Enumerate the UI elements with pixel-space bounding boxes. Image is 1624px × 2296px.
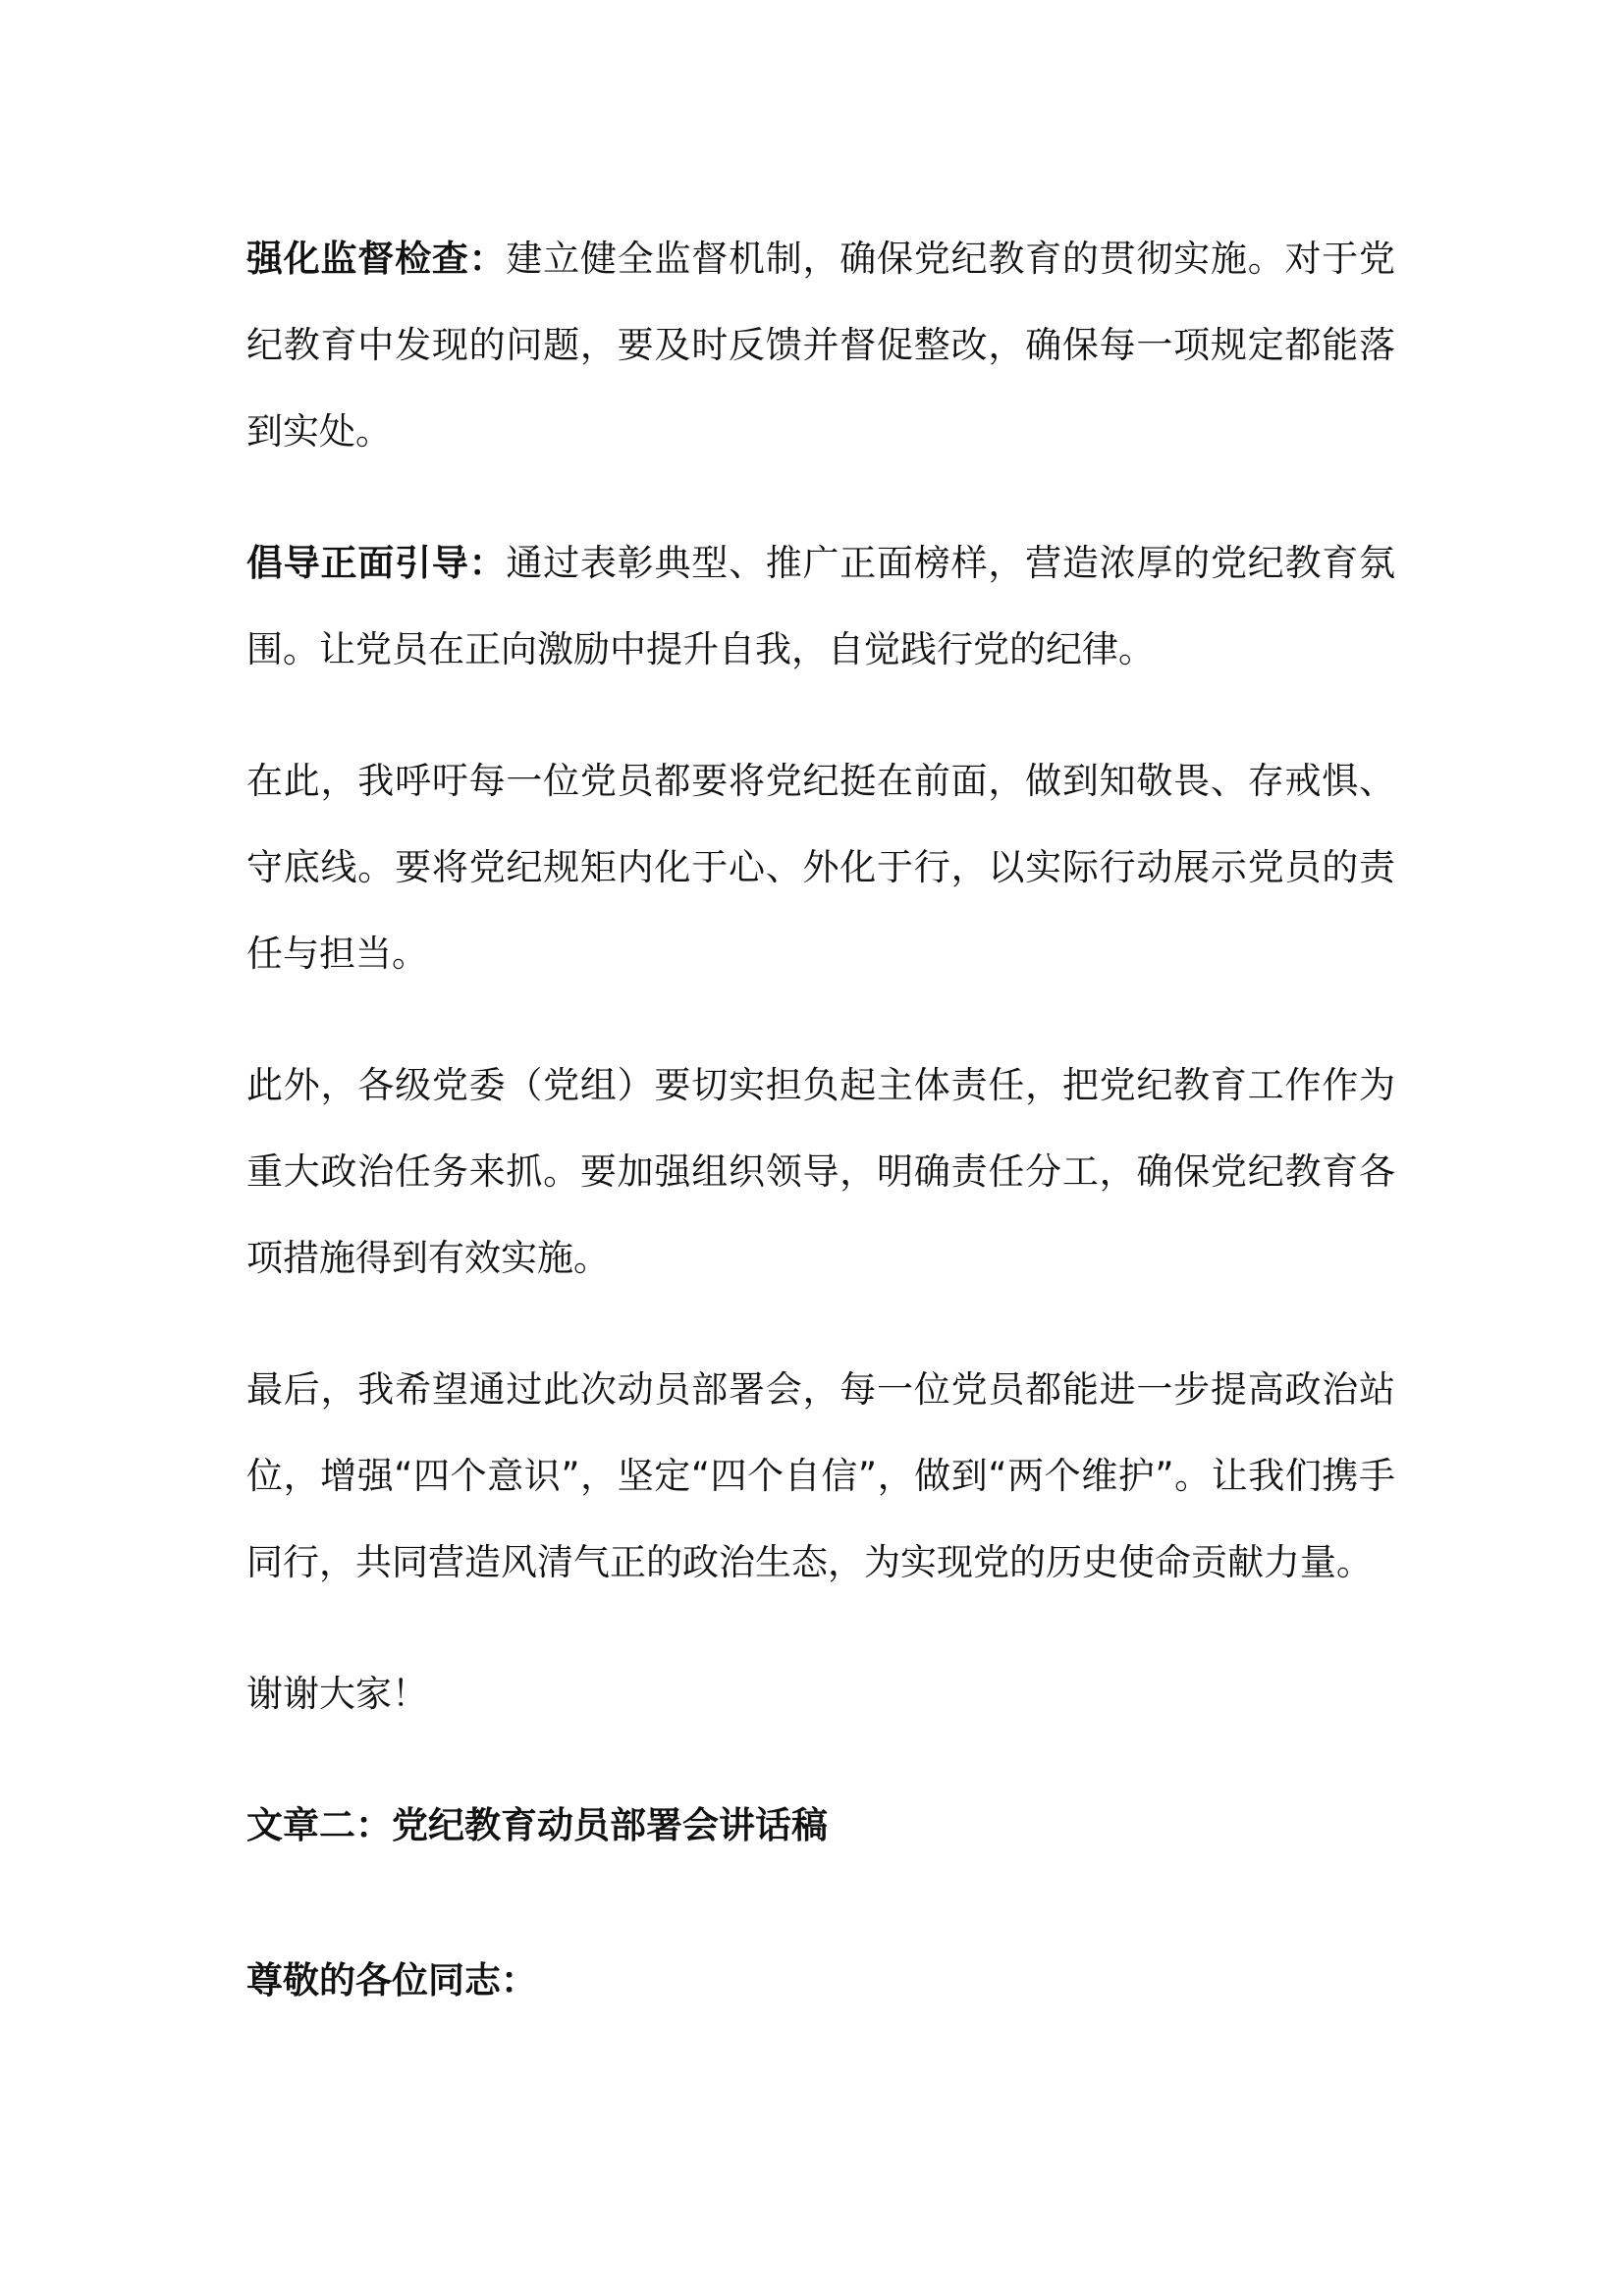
paragraph-supervision: [246, 216, 1395, 475]
paragraph-thanks: [246, 1651, 1395, 1737]
salutation: 尊敬的各位同志：: [246, 1959, 537, 2002]
paragraph-conclusion: [246, 1347, 1395, 1606]
paragraph-text: 此外，各级党委（党组）要切实担负起主体责任，把党纪教育工作作为重大政治任务来抓。要加强组织领导，明确责任分工，确保党纪教育各项措施得到有效实施。: [246, 1064, 1395, 1279]
paragraph-guidance: [246, 520, 1395, 693]
paragraph-text: 在此，我呼吁每一位党员都要将党纪挺在前面，做到知敬畏、存戒惧、守底线。要将党纪规矩内化于心、外化于行，以实际行动展示党员的责任与担当。: [246, 760, 1395, 975]
paragraph-text: 谢谢大家！: [246, 1673, 428, 1715]
paragraph-text: 建立健全监督机制，确保党纪教育的贯彻实施。对于党纪教育中发现的问题，要及时反馈并督促整改，确保每一项规定都能落到实处。: [246, 238, 1396, 453]
paragraph-text: 通过表彰典型、推广正面榜样，营造浓厚的党纪教育氛围。让党员在正向激励中提升自我，自觉践行党的纪律。: [246, 542, 1396, 670]
paragraph-lead: 强化监督检查：: [246, 238, 507, 280]
paragraph-text: 最后，我希望通过此次动员部署会，每一位党员都能进一步提高政治站位，增强“四个意识”，坚定“四个自信”，做到“两个维护”。让我们携手同行，共同营造风清气正的政治生态，为实现党的历史使命贡献力量。: [246, 1368, 1395, 1583]
document-page: [246, 216, 1395, 2069]
article-title: 文章二：党纪教育动员部署会讲话稿: [246, 1804, 828, 1846]
paragraph-responsibility: [246, 1042, 1395, 1302]
paragraph-appeal: [246, 738, 1395, 997]
paragraph-lead: 倡导正面引导：: [246, 542, 507, 584]
